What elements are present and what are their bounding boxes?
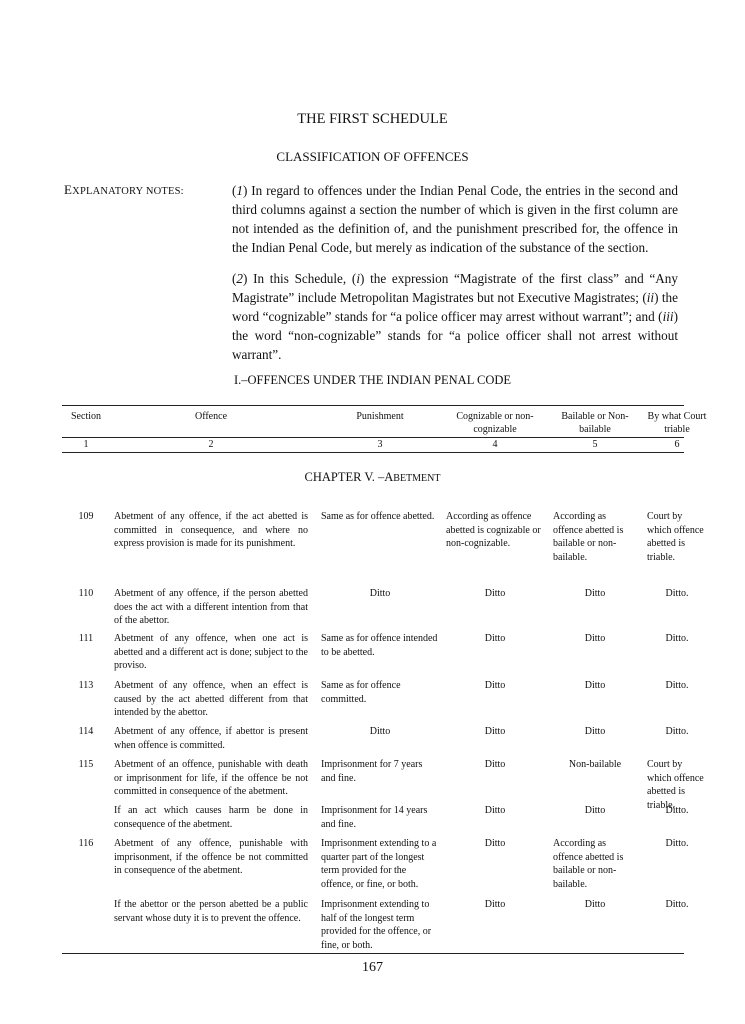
column-number: 3 — [377, 439, 383, 450]
row-offence: Abetment of any offence, if abettor is present when offence is committed. — [114, 726, 308, 751]
row-bailable: Ditto — [584, 633, 606, 644]
row-triable: Ditto. — [665, 633, 689, 644]
column-number: 4 — [492, 439, 498, 450]
row-punishment: Same as for offence intended to be abetted. — [321, 633, 438, 658]
row-triable: Ditto. — [665, 726, 689, 737]
row-punishment: Ditto — [369, 726, 391, 737]
note-paragraph-2: (2) In this Schedule, (i) the expression “Magistrate of the first class” and “Any Magistrate” include Metropolitan Magistrates but not Executive Magistrates; (ii) the word “cognizable” stands for “a police officer may arrest without warrant”; and (iii) the word “non-cognizable” stands for “a police officer shall not arrest without warrant”. — [232, 271, 678, 362]
column-header-punishment: Punishment — [356, 411, 404, 422]
row-offence: Abetment of an offence, punishable with death or imprisonment for life, if the offence be not committed in consequence of the abetment. — [114, 759, 308, 797]
table-top-rule — [62, 405, 684, 406]
note-paragraph-1: (1) In regard to offences under the Indian Penal Code, the entries in the second and third columns against a section the number of which is given in the first column are not intended as the definition of, and the punishment prescribed for, the offence in the Indian Penal Code, but merely as indication of the substance of the section. — [232, 183, 678, 255]
row-offence: If the abettor or the person abetted be a public servant whose duty it is to prevent the offence. — [114, 899, 308, 924]
row-cognizable: Ditto — [484, 759, 506, 770]
row-bailable: Ditto — [584, 588, 606, 599]
row-bailable: Non-bailable — [568, 759, 622, 770]
column-header-bailable: Bailable or Non-bailable — [561, 411, 629, 435]
row-offence: If an act which causes harm be done in consequence of the abetment. — [114, 805, 308, 830]
row-punishment: Same as for offence abetted. — [321, 511, 435, 522]
row-section: 114 — [78, 726, 94, 737]
row-cognizable: Ditto — [484, 680, 506, 691]
row-offence: Abetment of any offence, when one act is abetted and a different act is done; subject to the proviso. — [114, 633, 308, 671]
column-number: 5 — [592, 439, 598, 450]
schedule-subtitle: CLASSIFICATION OF OFFENCES — [276, 149, 469, 164]
row-bailable: Ditto — [584, 805, 606, 816]
row-punishment: Imprisonment for 7 years and fine. — [321, 759, 423, 784]
row-section: 110 — [78, 588, 94, 599]
row-bailable: According as offence abetted is bailable or non-bailable. — [553, 838, 624, 890]
row-punishment: Imprisonment for 14 years and fine. — [321, 805, 428, 830]
row-punishment: Imprisonment extending to half of the longest term provided for the offence, or fine, or both. — [321, 899, 432, 951]
row-cognizable: Ditto — [484, 726, 506, 737]
row-offence: Abetment of any offence, if the person abetted does the act with a different intention from that of the abettor. — [114, 588, 308, 626]
row-triable: Ditto. — [665, 588, 689, 599]
row-bailable: Ditto — [584, 899, 606, 910]
row-triable: Court by which offence abetted is triable. — [647, 759, 704, 811]
row-offence: Abetment of any offence, if the act abetted is committed in consequence, and where no express provision is made for its punishment. — [114, 511, 308, 549]
column-header-offence: Offence — [194, 411, 228, 422]
row-offence: Abetment of any offence, when an effect is caused by the act abetted different from that intended by the abettor. — [114, 680, 308, 718]
table-number-rule — [62, 452, 684, 453]
column-header-section: Section — [71, 411, 101, 422]
row-triable: Court by which offence abetted is triable. — [647, 511, 704, 563]
row-punishment: Imprisonment extending to a quarter part of the longest term provided for the offence, or fine, or both. — [321, 838, 437, 890]
row-section: 116 — [78, 838, 94, 849]
row-triable: Ditto. — [665, 805, 689, 816]
explanatory-notes-label: EXPLANATORY NOTES: — [64, 182, 184, 197]
chapter-heading: CHAPTER V. –ABETMENT — [304, 470, 441, 484]
table-header-rule — [62, 437, 684, 438]
table-bottom-rule — [62, 953, 684, 954]
row-bailable: Ditto — [584, 726, 606, 737]
column-header-cognizable: Cognizable or non-cognizable — [456, 411, 534, 435]
row-bailable: According as offence abetted is bailable or non-bailable. — [553, 511, 624, 563]
row-cognizable: Ditto — [484, 588, 506, 599]
row-cognizable: Ditto — [484, 838, 506, 849]
row-section: 115 — [78, 759, 94, 770]
row-section: 113 — [78, 680, 94, 691]
row-triable: Ditto. — [665, 838, 689, 849]
page-number: 167 — [362, 960, 383, 975]
row-section: 111 — [78, 633, 94, 644]
column-header-triable: By what Court triable — [647, 411, 707, 435]
row-triable: Ditto. — [665, 899, 689, 910]
row-offence: Abetment of any offence, punishable with imprisonment, if the offence be not committed in consequence of the abetment. — [114, 838, 308, 876]
row-punishment: Ditto — [369, 588, 391, 599]
row-triable: Ditto. — [665, 680, 689, 691]
column-number: 2 — [208, 439, 214, 450]
row-cognizable: Ditto — [484, 899, 506, 910]
schedule-title: THE FIRST SCHEDULE — [297, 111, 448, 127]
row-section: 109 — [78, 511, 94, 522]
row-bailable: Ditto — [584, 680, 606, 691]
row-cognizable: According as offence abetted is cognizable or non-cognizable. — [446, 511, 541, 549]
row-cognizable: Ditto — [484, 805, 506, 816]
column-number: 1 — [83, 439, 89, 450]
section-heading: I.–OFFENCES UNDER THE INDIAN PENAL CODE — [233, 373, 512, 387]
column-number: 6 — [674, 439, 680, 450]
row-punishment: Same as for offence committed. — [321, 680, 401, 705]
row-cognizable: Ditto — [484, 633, 506, 644]
